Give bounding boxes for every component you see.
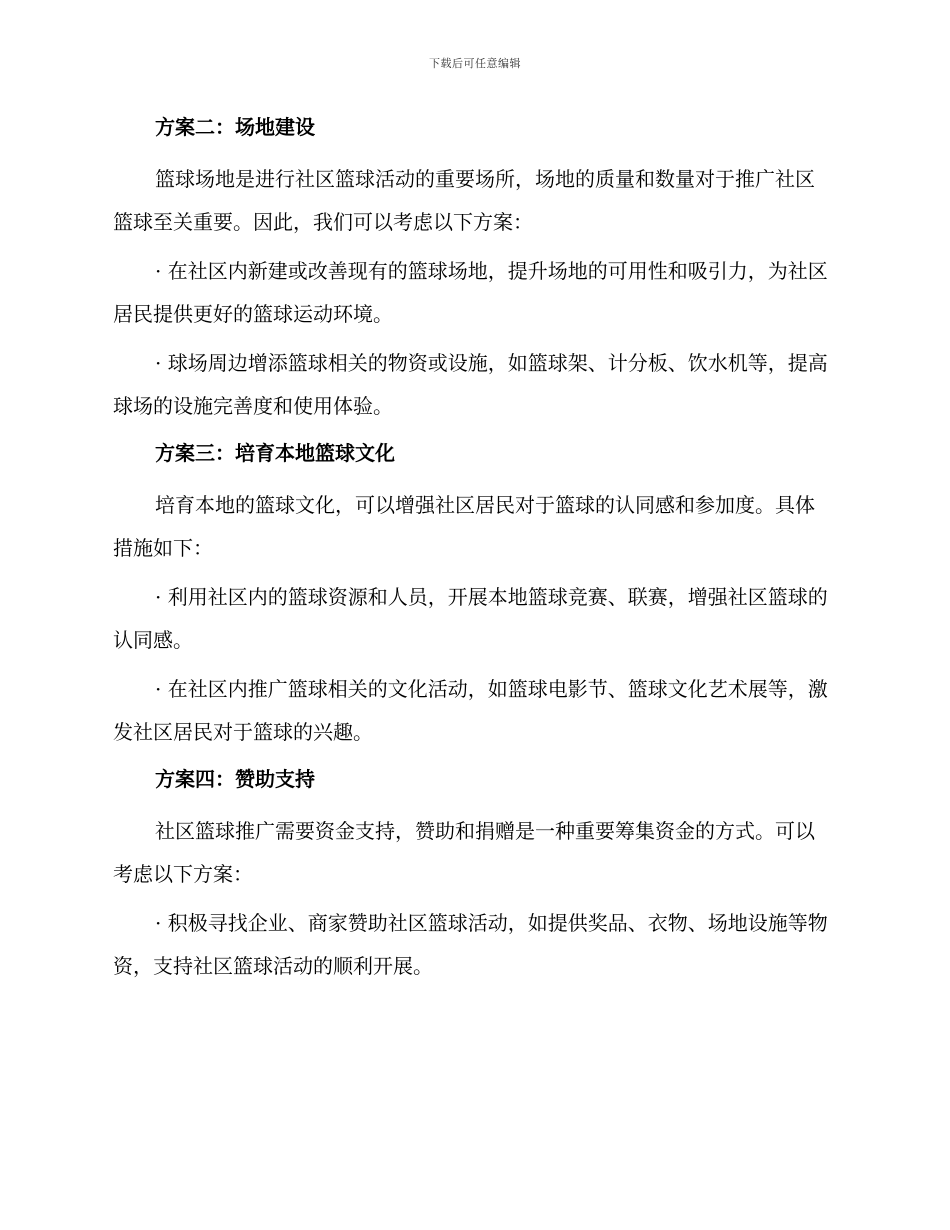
bullet-paragraph: · 球场周边增添篮球相关的物资或设施，如篮球架、计分板、饮水机等，提高球场的设施完善度和使用体验。 <box>113 351 828 418</box>
header-note: 下载后可任意编辑 <box>429 57 521 70</box>
document-body <box>113 108 833 994</box>
bullet-paragraph: · 积极寻找企业、商家赞助社区篮球活动，如提供奖品、衣物、场地设施等物资，支持社区篮球活动的顺利开展。 <box>113 911 828 978</box>
paragraph: 社区篮球推广需要资金支持，赞助和捐赠是一种重要筹集资金的方式。可以考虑以下方案： <box>113 819 815 886</box>
section-heading: 方案二：场地建设 <box>155 115 315 139</box>
paragraph: 培育本地的篮球文化，可以增强社区居民对于篮球的认同感和参加度。具体措施如下： <box>113 493 815 560</box>
paragraph: 篮球场地是进行社区篮球活动的重要场所，场地的质量和数量对于推广社区篮球至关重要。因此，我们可以考虑以下方案： <box>113 167 815 234</box>
bullet-paragraph: · 利用社区内的篮球资源和人员，开展本地篮球竞赛、联赛，增强社区篮球的认同感。 <box>113 585 828 652</box>
section-heading: 方案三：培育本地篮球文化 <box>155 441 395 465</box>
bullet-paragraph: · 在社区内新建或改善现有的篮球场地，提升场地的可用性和吸引力，为社区居民提供更好的篮球运动环境。 <box>113 259 828 326</box>
section-plan-four <box>113 760 833 988</box>
section-heading: 方案四：赞助支持 <box>155 767 315 791</box>
section-plan-two <box>113 108 833 428</box>
section-plan-three <box>113 434 833 754</box>
bullet-paragraph: · 在社区内推广篮球相关的文化活动，如篮球电影节、篮球文化艺术展等，激发社区居民对于篮球的兴趣。 <box>113 677 828 744</box>
